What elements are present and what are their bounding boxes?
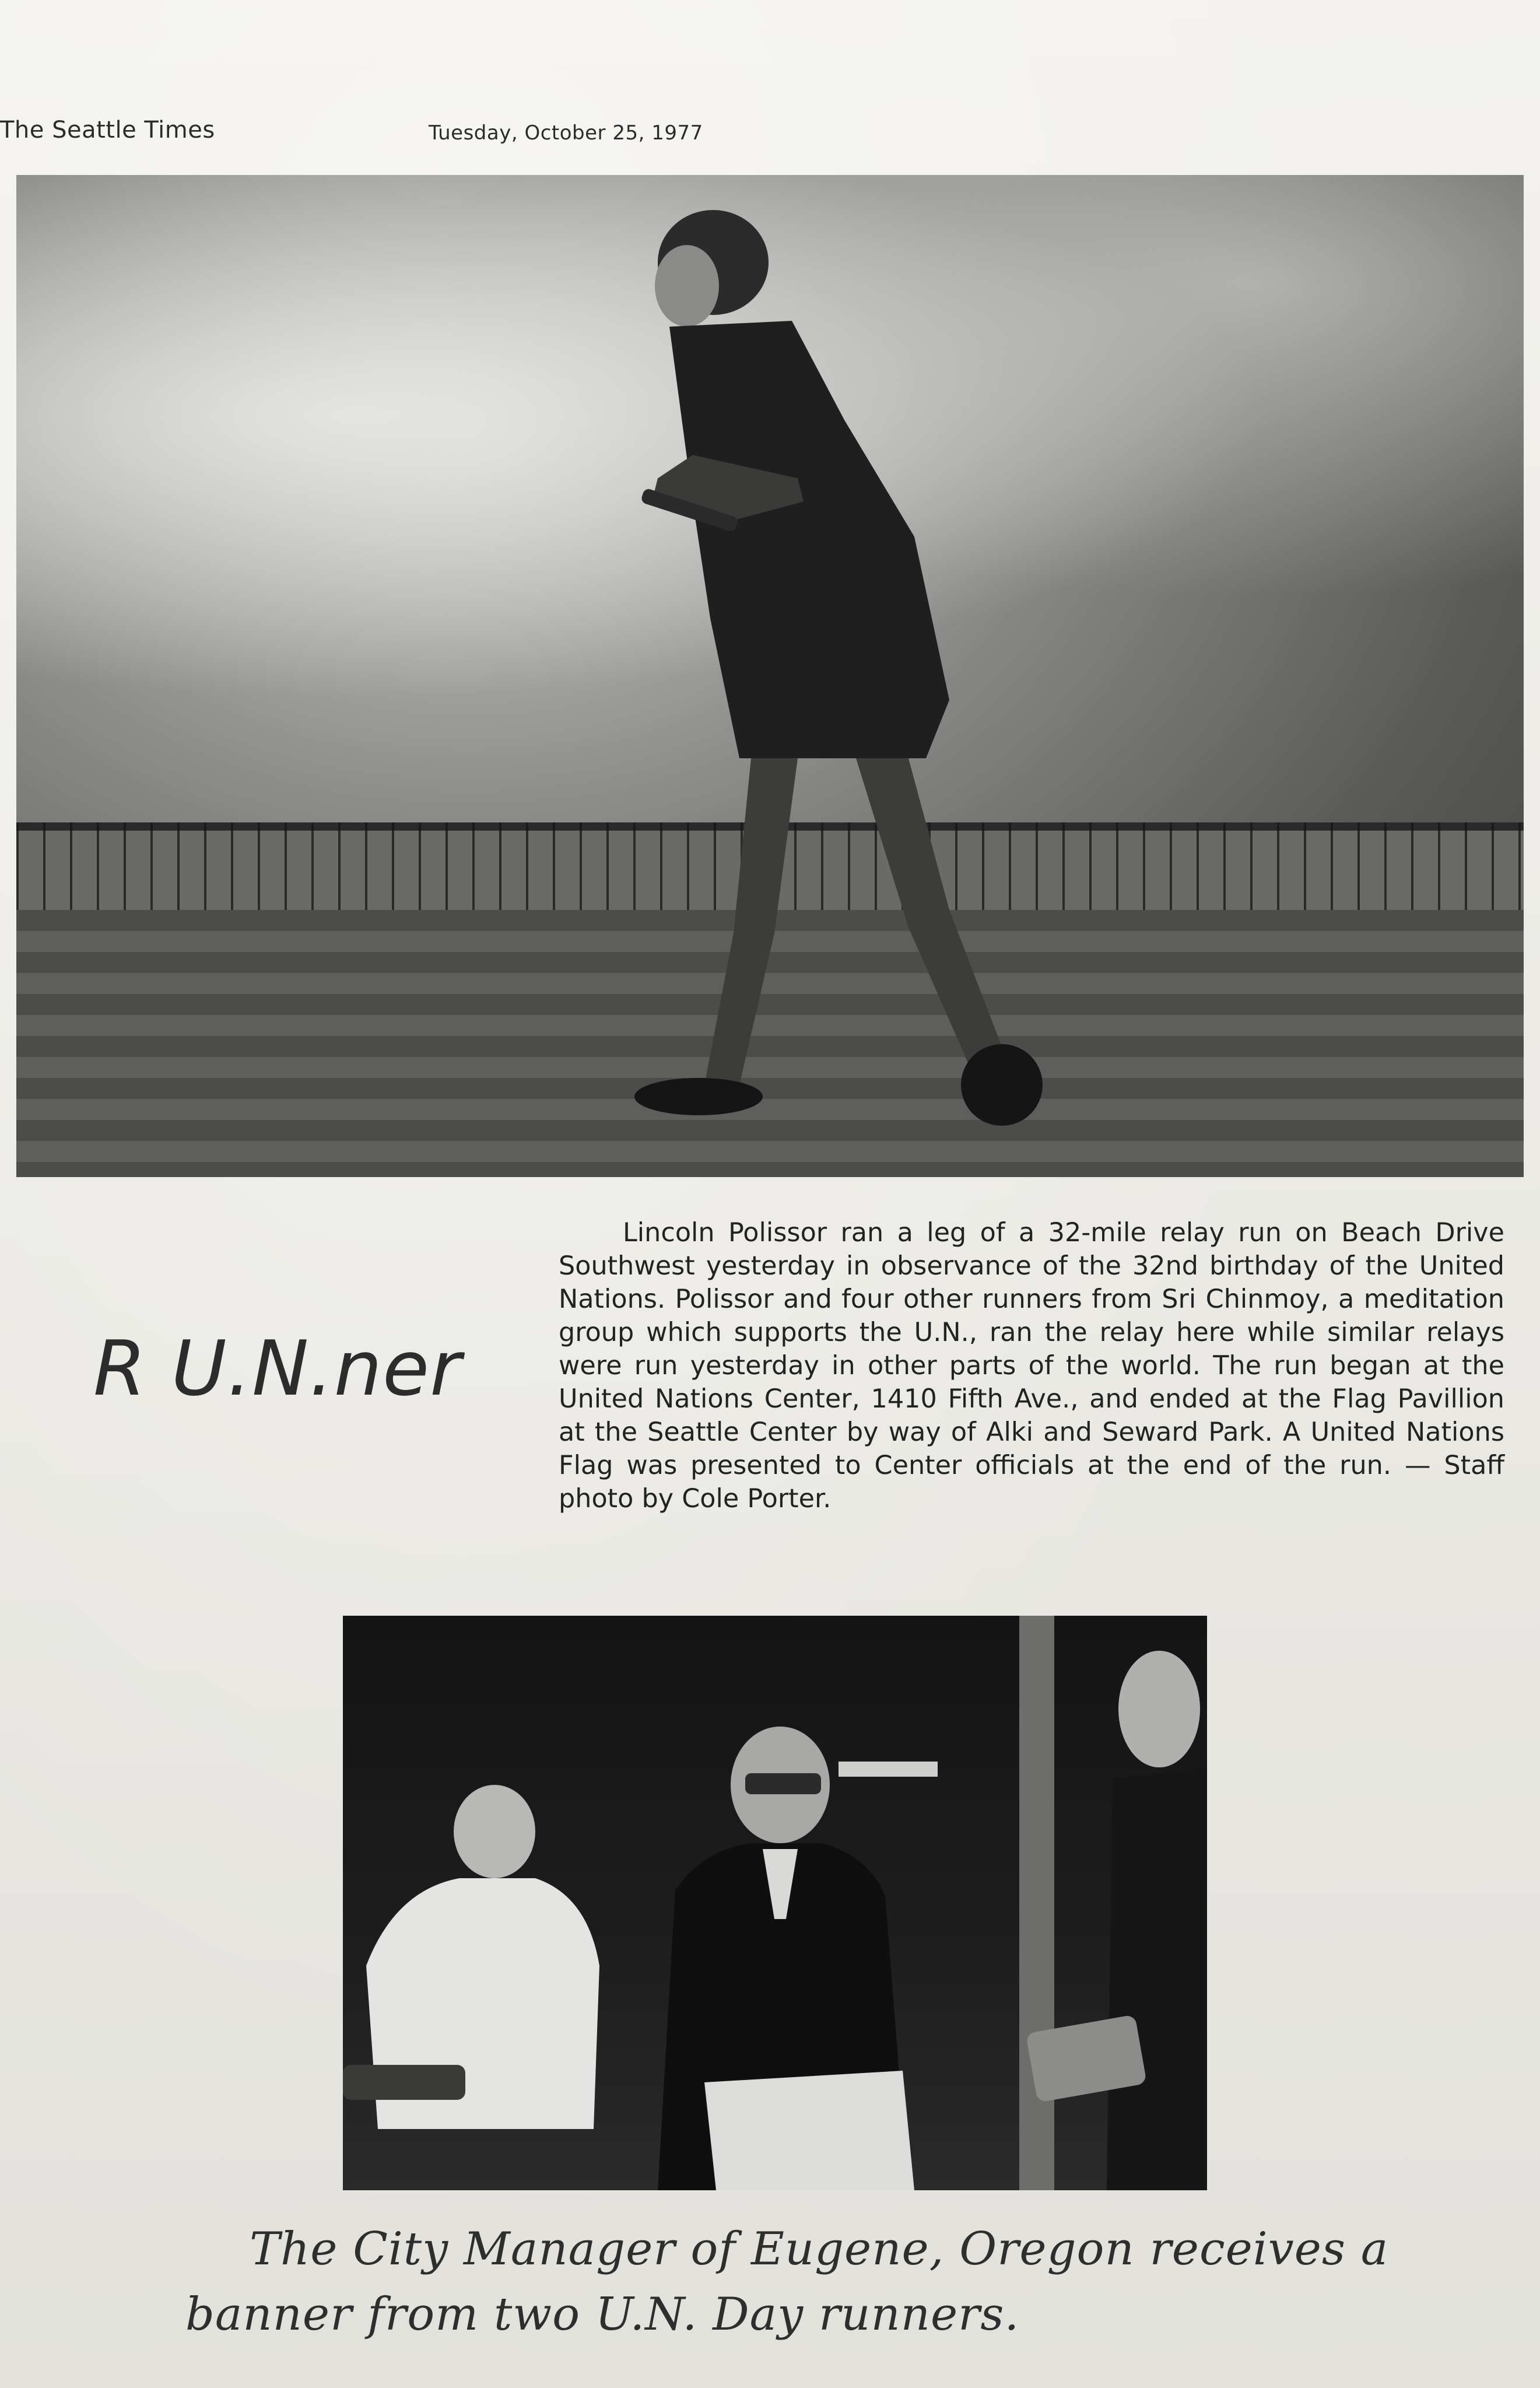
publication-name: The Seattle Times [0, 117, 215, 143]
runner-photo [16, 175, 1524, 1177]
city-manager-photo [343, 1616, 1207, 2190]
runner-figure [16, 175, 1524, 1177]
city-manager-photo-scene [343, 1616, 1207, 2190]
bottom-photo-caption [185, 2217, 1410, 2347]
publication-date: Tuesday, October 25, 1977 [429, 121, 703, 145]
article-title: R U.N.ner [93, 1324, 462, 1413]
article-caption: Lincoln Polissor ran a leg of a 32-mile relay run on Beach Drive Southwest yesterday in observance of the 32nd birthday of the United Nations. Polissor and four other runners from Sri Chinmoy, a meditation group which supports the U.N., ran the relay here while similar relays were run yesterday in other parts of the world. The run began at the United Nations Center, 1410 Fifth Ave., and ended at the Flag Pavillion at the Seattle Center by way of Alki and Seward Park. A United Nations Flag was presented to Center officials at the end of the run. — Staff photo by Cole Porter. [559, 1218, 1504, 1514]
bottom-caption-line-1: The City Manager of Eugene, Oregon receives a [250, 2223, 1389, 2275]
bottom-caption-line-2: banner from two U.N. Day runners. [185, 2288, 1020, 2341]
